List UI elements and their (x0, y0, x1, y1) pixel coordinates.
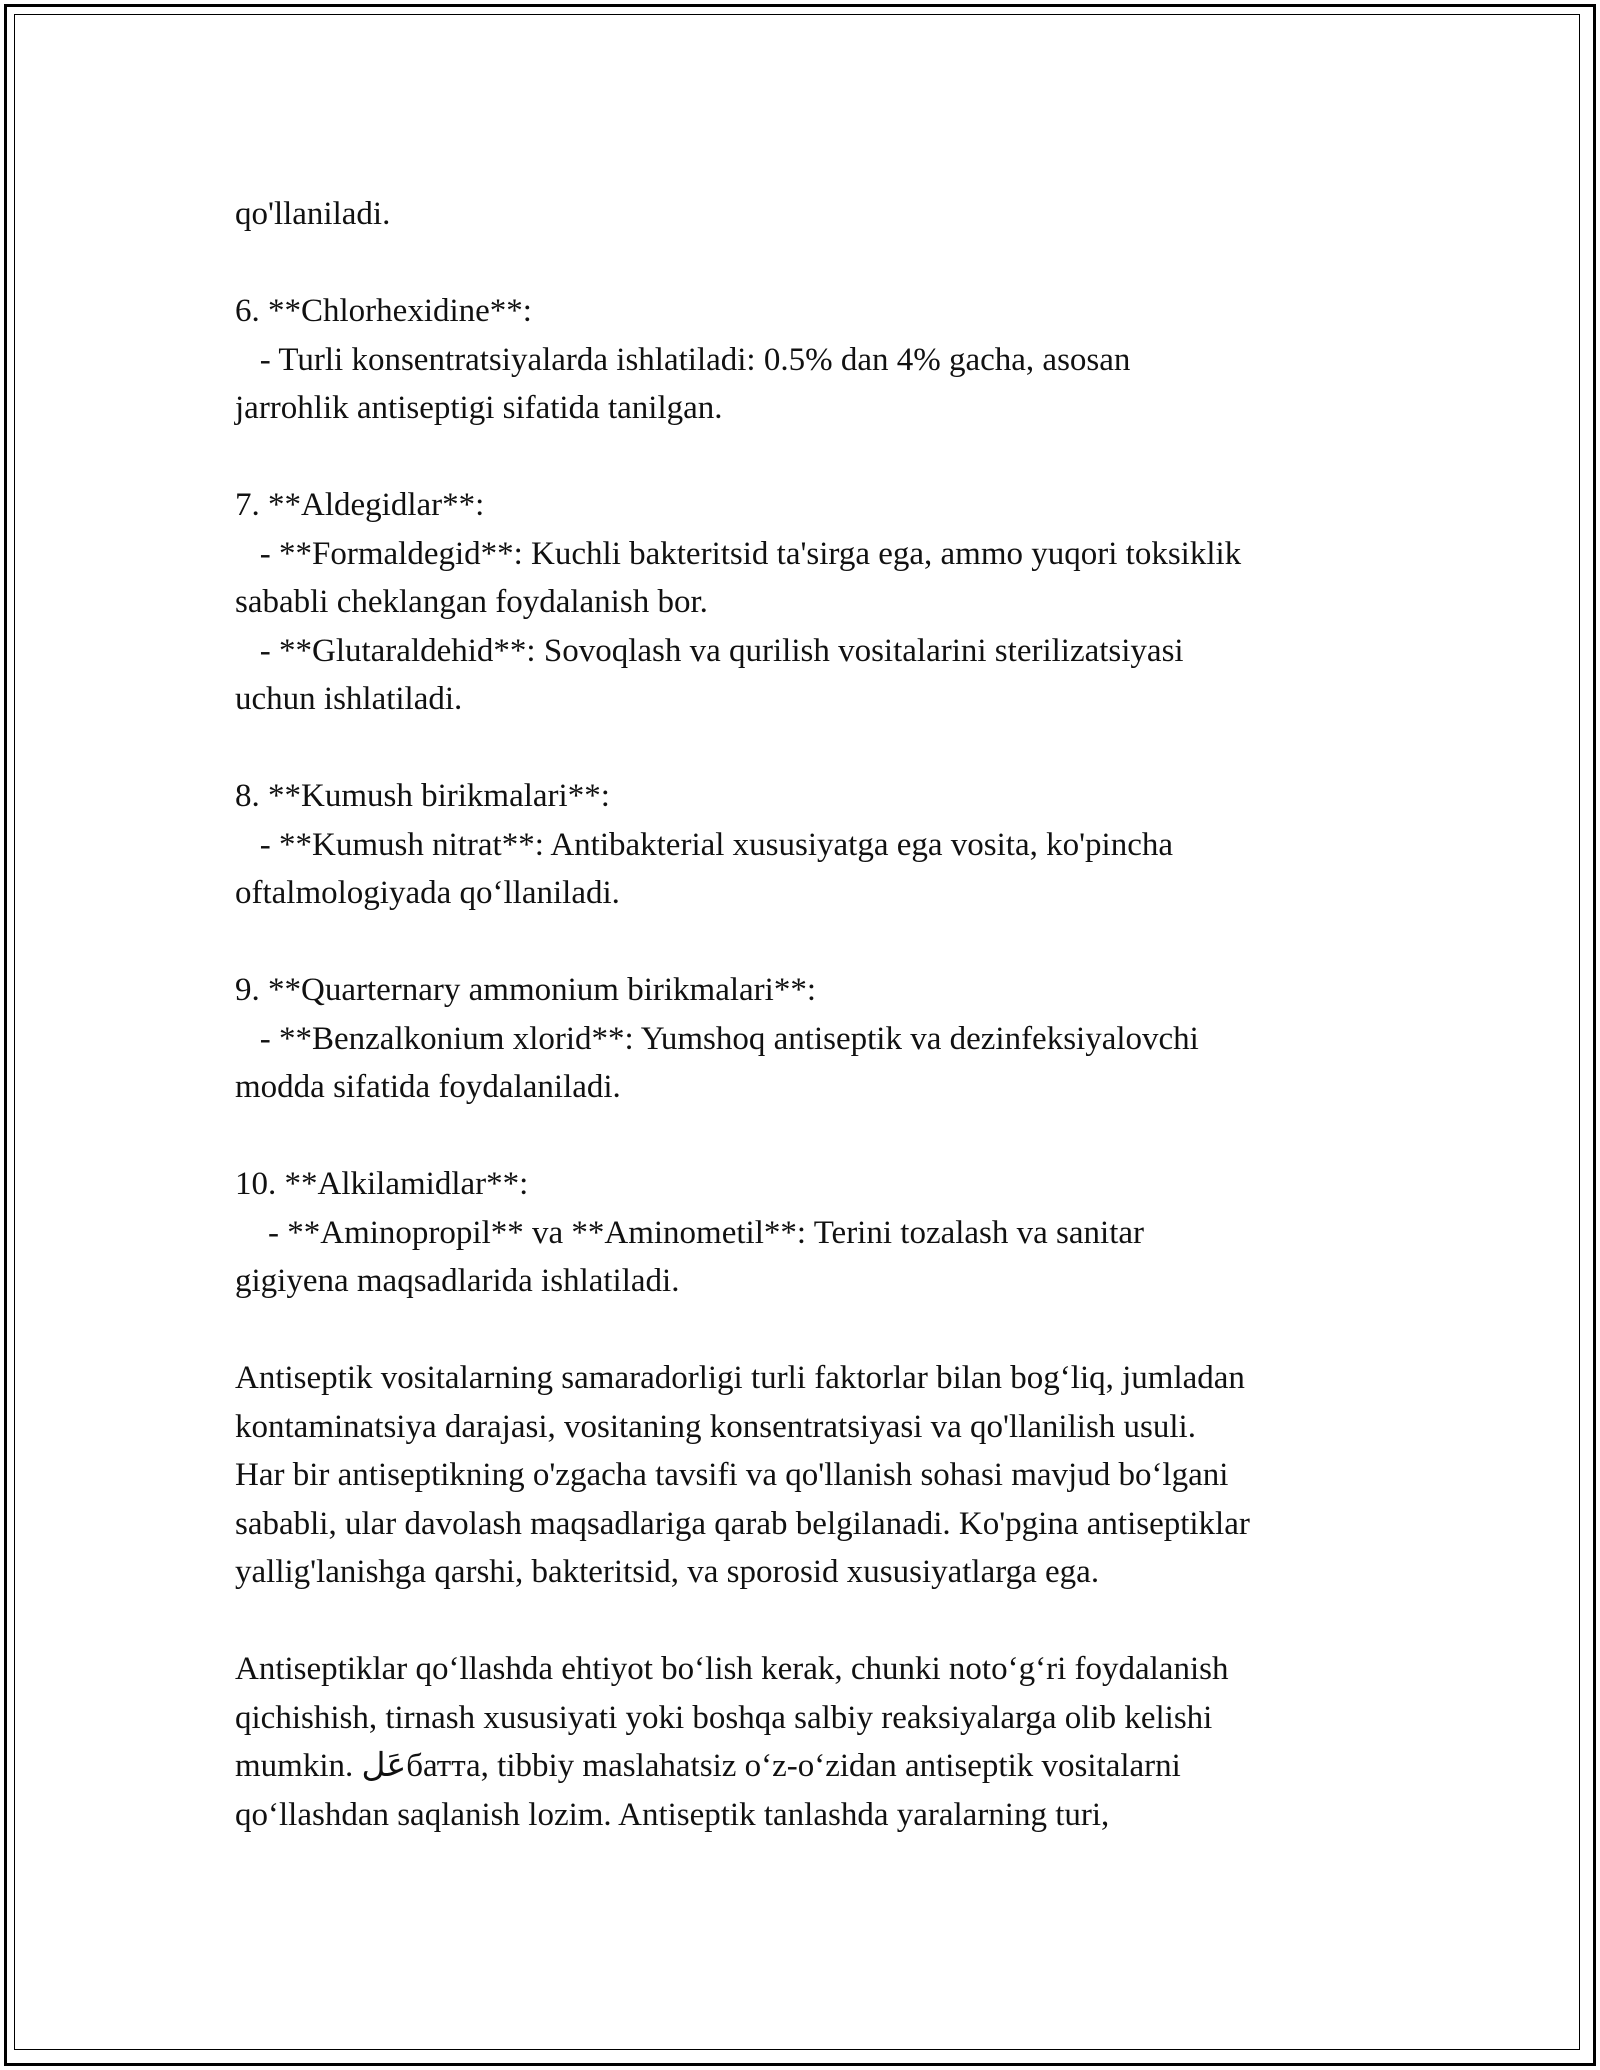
text-line: qo'llaniladi. (235, 196, 391, 232)
text-line: - Turli konsentratsiyalarda ishlatiladi: 0.5% dan 4% gacha, asosan (235, 341, 1131, 378)
text-line: - **Aminopropil** va **Aminometil**: Terini tozalash va sanitar (235, 1214, 1144, 1251)
text-line: Antiseptiklar qo‘llashda ehtiyot bo‘lish kerak, chunki noto‘g‘ri foydalanish (235, 1651, 1229, 1687)
text-line (235, 724, 1415, 773)
text-line: gigiyena maqsadlarida ishlatiladi. (235, 1263, 680, 1299)
text-line: kontaminatsiya darajasi, vositaning konsentratsiyasi va qo'llanilish usuli. (235, 1408, 1196, 1445)
text-line: Har bir antiseptikning o'zgacha tavsifi va qo'llanish sohasi mavjud bo‘lgani (235, 1457, 1229, 1493)
text-line: modda sifatida foydalaniladi. (235, 1069, 621, 1105)
text-line (235, 918, 1415, 967)
text-line (235, 1306, 1415, 1355)
text-line: oftalmologiyada qo‘llaniladi. (235, 875, 620, 911)
text-line (235, 239, 1415, 288)
text-line: sababli cheklangan foydalanish bor. (235, 584, 708, 620)
text-line: 6. **Chlorhexidine**: (235, 293, 532, 329)
text-line: uchun ishlatiladi. (235, 681, 463, 717)
text-line: - **Kumush nitrat**: Antibakterial xususiyatga ega vosita, ko'pincha (235, 826, 1174, 863)
text-line (235, 433, 1415, 482)
text-line (235, 1597, 1415, 1646)
document-body (235, 190, 1415, 1839)
text-line: 10. **Alkilamidlar**: (235, 1166, 529, 1202)
text-line: 7. **Aldegidlar**: (235, 487, 485, 523)
text-line: qo‘llashdan saqlanish lozim. Antiseptik tanlashda yaralarning turi, (235, 1796, 1110, 1833)
text-line: - **Glutaraldehid**: Sovoqlash va qurilish vositalarini sterilizatsiyasi (235, 632, 1184, 669)
text-line: 9. **Quarternary ammonium birikmalari**: (235, 972, 817, 1008)
text-line: yallig'lanishga qarshi, bakteritsid, va sporosid xususiyatlarga ega. (235, 1554, 1100, 1590)
text-line (235, 1112, 1415, 1161)
text-line: sababli, ular davolash maqsadlariga qarab belgilanadi. Ko'pgina antiseptiklar (235, 1505, 1250, 1542)
text-line: 8. **Kumush birikmalari**: (235, 778, 610, 814)
text-line: - **Formaldegid**: Kuchli bakteritsid ta'sirga ega, ammo yuqori toksiklik (235, 535, 1242, 572)
text-line: - **Benzalkonium xlorid**: Yumshoq antiseptik va dezinfeksiyalovchi (235, 1020, 1199, 1057)
text-line: jarrohlik antiseptigi sifatida tanilgan. (235, 390, 723, 426)
text-line: Antiseptik vositalarning samaradorligi turli faktorlar bilan bog‘liq, jumladan (235, 1360, 1245, 1396)
text-line: mumkin. عَلбатта, tibbiy maslahatsiz o‘z-o‘zidan antiseptik vositalarni (235, 1748, 1181, 1784)
text-line: qichishish, tirnash xususiyati yoki boshqa salbiy reaksiyalarga olib kelishi (235, 1699, 1213, 1736)
